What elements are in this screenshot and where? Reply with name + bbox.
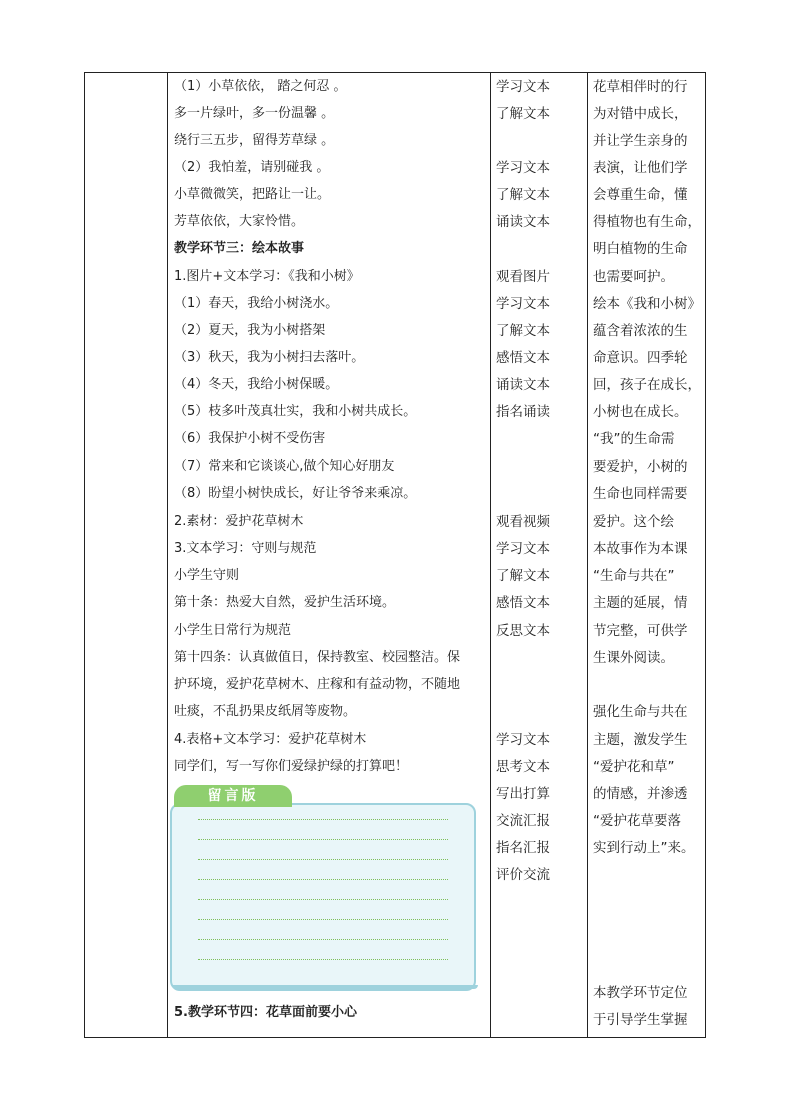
section-heading: 5.教学环节四：花草面前要小心 <box>174 1005 357 1020</box>
writing-line <box>198 839 448 840</box>
activity-item: 了解文本 <box>496 106 550 122</box>
content-line: （4）冬天，我给小树保暖。 <box>174 377 339 392</box>
intent-line: “我”的生命需 <box>593 431 675 447</box>
intent-line: 为对错中成长， <box>593 106 688 122</box>
intent-line: 本故事作为本课 <box>593 541 688 557</box>
activity-column <box>496 73 586 1037</box>
intent-line: 也需要呵护。 <box>593 269 674 285</box>
intent-line: 爱护。这个绘 <box>593 514 674 530</box>
content-line: 绕行三五步，留得芳草绿 。 <box>174 133 335 148</box>
intent-line: 并让学生亲身的 <box>593 133 688 149</box>
activity-item: 了解文本 <box>496 187 550 203</box>
activity-item: 学习文本 <box>496 79 550 95</box>
intent-line: 于引导学生掌握 <box>593 1012 688 1028</box>
intent-line: 回，孩子在成长， <box>593 377 701 393</box>
intent-line: 的情感，并渗透 <box>593 786 688 802</box>
content-line: 小草微微笑，把路让一让。 <box>174 187 331 202</box>
message-board-title: 留言版 <box>174 785 292 807</box>
content-line: 2.素材：爱护花草树木 <box>174 514 304 529</box>
activity-item: 反思文本 <box>496 623 550 639</box>
activity-item: 感悟文本 <box>496 595 550 611</box>
writing-line <box>198 959 448 960</box>
section-column <box>85 73 167 1037</box>
intent-line: 实到行动上”来。 <box>593 840 695 856</box>
content-line: （1）小草依依， 踏之何忍 。 <box>174 79 347 94</box>
activity-item: 诵读文本 <box>496 214 550 230</box>
content-line: （2）我怕羞，请别碰我 。 <box>174 160 330 175</box>
intent-line: 主题，激发学生 <box>593 732 688 748</box>
content-column <box>174 73 488 1037</box>
intent-line: “爱护花草要落 <box>593 813 681 829</box>
intent-line: 强化生命与共在 <box>593 704 688 720</box>
content-line: 小学生日常行为规范 <box>174 623 292 638</box>
writing-line <box>198 919 448 920</box>
content-line: （6）我保护小树不受伤害 <box>174 431 326 446</box>
activity-item: 交流汇报 <box>496 813 550 829</box>
intent-line: 本教学环节定位 <box>593 985 688 1001</box>
content-line: （7）常来和它谈谈心,做个知心好朋友 <box>174 459 395 474</box>
writing-line <box>198 939 448 940</box>
content-line: 多一片绿叶，多一份温馨 。 <box>174 106 335 121</box>
activity-item: 观看视频 <box>496 514 550 530</box>
intent-line: 绘本《我和小树》 <box>593 296 701 312</box>
writing-line <box>198 819 448 820</box>
intent-line: 生课外阅读。 <box>593 650 674 666</box>
intent-line: 小树也在成长。 <box>593 404 688 420</box>
content-line: 4.表格+文本学习：爱护花草树木 <box>174 732 367 747</box>
content-line: 第十条：热爱大自然，爱护生活环境。 <box>174 595 396 610</box>
writing-line <box>198 859 448 860</box>
activity-item: 写出打算 <box>496 786 550 802</box>
writing-line <box>198 879 448 880</box>
intent-line: 节完整，可供学 <box>593 623 688 639</box>
intent-line: 明白植物的生命 <box>593 241 688 257</box>
intent-line: “生命与共在” <box>593 568 675 584</box>
content-line: （2）夏天，我为小树搭架 <box>174 323 326 338</box>
activity-item: 指名诵读 <box>496 404 550 420</box>
intent-line: 表演，让他们学 <box>593 160 688 176</box>
intent-column <box>593 73 705 1037</box>
intent-line: 命意识。四季轮 <box>593 350 688 366</box>
message-board <box>170 785 478 993</box>
activity-item: 思考文本 <box>496 759 550 775</box>
column-divider <box>490 73 491 1037</box>
activity-item: 观看图片 <box>496 269 550 285</box>
content-line: 1.图片+文本学习：《我和小树》 <box>174 269 360 284</box>
activity-item: 学习文本 <box>496 296 550 312</box>
intent-line: 蕴含着浓浓的生 <box>593 323 688 339</box>
content-line: （1）春天，我给小树浇水。 <box>174 296 339 311</box>
content-line: 芳草依依，大家怜惜。 <box>174 214 305 229</box>
intent-line: 得植物也有生命， <box>593 214 701 230</box>
content-line: 吐痰，不乱扔果皮纸屑等废物。 <box>174 704 357 719</box>
lesson-plan-table <box>84 72 706 1038</box>
content-line: 同学们，写一写你们爱绿护绿的打算吧！ <box>174 759 409 774</box>
activity-item: 感悟文本 <box>496 350 550 366</box>
column-divider <box>587 73 588 1037</box>
activity-item: 了解文本 <box>496 568 550 584</box>
activity-item: 指名汇报 <box>496 840 550 856</box>
message-board-edge <box>172 985 478 989</box>
content-line: （5）枝多叶茂真壮实，我和小树共成长。 <box>174 404 417 419</box>
intent-line: 主题的延展，情 <box>593 595 688 611</box>
writing-line <box>198 899 448 900</box>
activity-item: 学习文本 <box>496 160 550 176</box>
intent-line: 花草相伴时的行 <box>593 79 688 95</box>
content-line: 护环境，爱护花草树木、庄稼和有益动物，不随地 <box>174 677 461 692</box>
activity-item: 学习文本 <box>496 732 550 748</box>
content-line: 第十四条：认真做值日，保持教室、校园整洁。保 <box>174 650 461 665</box>
activity-item: 评价交流 <box>496 867 550 883</box>
intent-line: 生命也同样需要 <box>593 486 688 502</box>
intent-line: 会尊重生命，懂 <box>593 187 688 203</box>
activity-item: 了解文本 <box>496 323 550 339</box>
activity-item: 诵读文本 <box>496 377 550 393</box>
message-board-body <box>170 803 476 991</box>
column-divider <box>167 73 168 1037</box>
content-line: （3）秋天，我为小树扫去落叶。 <box>174 350 365 365</box>
section-heading: 教学环节三：绘本故事 <box>174 241 305 256</box>
intent-line: “爱护花和草” <box>593 759 675 775</box>
content-line: （8）盼望小树快成长，好让爷爷来乘凉。 <box>174 486 417 501</box>
intent-line: 要爱护，小树的 <box>593 459 688 475</box>
content-line: 3.文本学习：守则与规范 <box>174 541 317 556</box>
content-line: 小学生守则 <box>174 568 240 583</box>
activity-item: 学习文本 <box>496 541 550 557</box>
